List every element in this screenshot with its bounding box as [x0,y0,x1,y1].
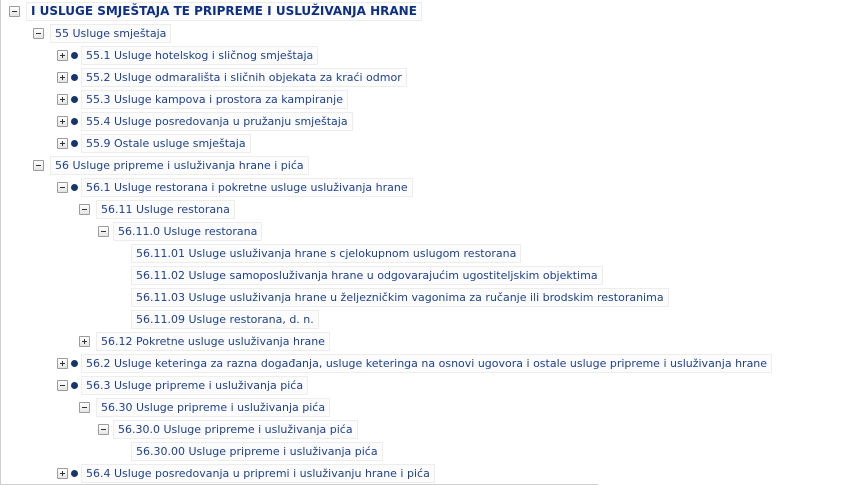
expand-icon[interactable] [57,116,68,127]
tree-node-label[interactable]: 56.11.02 Usluge samoposluživanja hrane u odgovarajućim ugostiteljskim objektima [131,266,603,285]
tree-node-label[interactable]: 55.3 Usluge kampova i prostora za kampiranje [81,90,348,109]
expand-icon[interactable] [57,72,68,83]
tree-node [1,110,598,132]
classification-tree [1,0,768,484]
tree-node [1,176,598,198]
expand-icon[interactable] [79,336,90,347]
expand-icon[interactable] [57,50,68,61]
tree-node [1,22,598,44]
tree-node-label[interactable]: 55.9 Ostale usluge smještaja [81,134,251,153]
tree-node [1,418,598,440]
tree-node [1,88,598,110]
bullet-icon [71,52,78,59]
tree-node [1,330,598,352]
tree-node [1,66,598,88]
bullet-icon [71,184,78,191]
tree-node-label[interactable]: 56.11 Usluge restorana [96,200,235,219]
collapse-icon[interactable] [79,204,90,215]
collapse-icon[interactable] [98,424,109,435]
tree-node [1,154,598,176]
tree-node [1,440,598,462]
tree-node [1,220,598,242]
tree-node-label[interactable]: 55.2 Usluge odmarališta i sličnih objekata za kraći odmor [81,68,407,87]
tree-node-label[interactable]: 56.11.09 Usluge restorana, d. n. [131,310,319,329]
tree-node [1,0,598,22]
tree-node [1,462,598,484]
tree-node [1,132,598,154]
tree-node-label[interactable]: 55 Usluge smještaja [50,24,171,43]
bullet-icon [71,360,78,367]
tree-node-label[interactable]: 56.30 Usluge pripreme i usluživanja pića [96,398,330,417]
bullet-icon [71,470,78,477]
tree-node-label[interactable]: 56.11.0 Usluge restorana [113,222,262,241]
expand-icon[interactable] [57,138,68,149]
tree-node-label[interactable]: 56.30.0 Usluge pripreme i usluživanja pića [113,420,358,439]
tree-node-label[interactable]: 56.2 Usluge keteringa za razna događanja, usluge keteringa na osnovi ugovora i ostale usluge pripreme i usluživanja hrane [81,354,772,373]
tree-node-label[interactable]: 56.1 Usluge restorana i pokretne usluge usluživanja hrane [81,178,413,197]
tree-node [1,264,598,286]
tree-node [1,308,598,330]
tree-node-label[interactable]: 56.11.01 Usluge usluživanja hrane s cjelokupnom uslugom restorana [131,244,521,263]
tree-node-label[interactable]: 56 Usluge pripreme i usluživanja hrane i pića [50,156,309,175]
tree-node-label[interactable]: 56.30.00 Usluge pripreme i usluživanja pića [131,442,383,461]
expand-icon[interactable] [57,468,68,479]
tree-node [1,352,768,374]
tree-node-label[interactable]: 56.3 Usluge pripreme i usluživanja pića [81,376,308,395]
tree-node-label[interactable]: 55.4 Usluge posredovanja u pružanju smještaja [81,112,353,131]
tree-node-label[interactable]: 56.11.03 Usluge usluživanja hrane u željezničkim vagonima za ručanje ili brodskim restoranima [131,288,669,307]
bullet-icon [71,382,78,389]
collapse-icon[interactable] [9,6,20,17]
collapse-icon[interactable] [79,402,90,413]
tree-node-label[interactable]: I USLUGE SMJEŠTAJA TE PRIPREME I USLUŽIVANJA HRANE [26,2,422,21]
collapse-icon[interactable] [57,380,68,391]
tree-node-label[interactable]: 55.1 Usluge hotelskog i sličnog smještaja [81,46,318,65]
collapse-icon[interactable] [57,182,68,193]
tree-node [1,374,598,396]
tree-node [1,286,664,308]
tree-node [1,396,598,418]
collapse-icon[interactable] [33,160,44,171]
tree-node-label[interactable]: 56.12 Pokretne usluge usluživanja hrane [96,332,330,351]
collapse-icon[interactable] [98,226,109,237]
collapse-icon[interactable] [33,28,44,39]
bullet-icon [71,118,78,125]
bullet-icon [71,96,78,103]
bullet-icon [71,140,78,147]
tree-node-label[interactable]: 56.4 Usluge posredovanja u pripremi i usluživanju hrane i pića [81,464,435,483]
tree-node [1,44,598,66]
expand-icon[interactable] [57,94,68,105]
expand-icon[interactable] [57,358,68,369]
bullet-icon [71,74,78,81]
tree-node [1,242,598,264]
tree-node [1,198,598,220]
